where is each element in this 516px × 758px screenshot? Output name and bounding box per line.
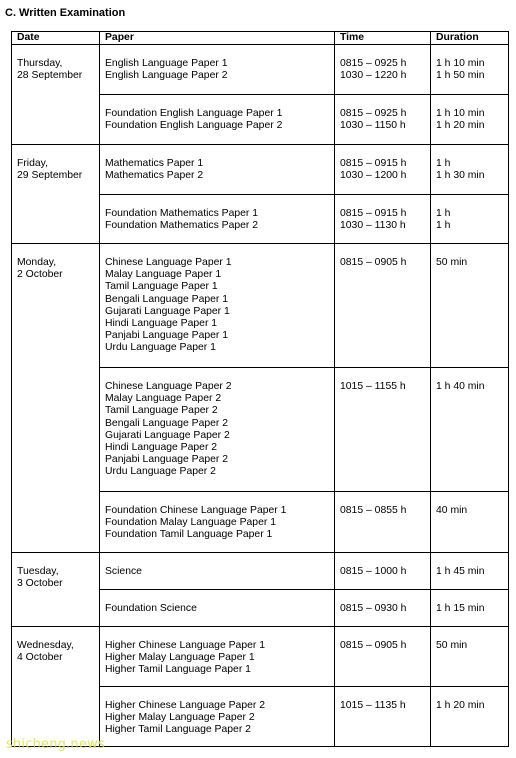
paper-line: Higher Chinese Language Paper 1 bbox=[105, 640, 266, 651]
duration-cell bbox=[431, 627, 509, 687]
time-line: 1030 – 1200 h bbox=[340, 170, 407, 182]
paper-line: Foundation Chinese Language Paper 1 bbox=[105, 505, 287, 516]
duration-line: 1 h 20 min bbox=[436, 700, 485, 711]
date-line: 29 September bbox=[17, 170, 83, 182]
duration-line: 1 h 40 min bbox=[436, 381, 485, 392]
table-row bbox=[12, 553, 509, 590]
paper-line: Tamil Language Paper 2 bbox=[105, 405, 218, 417]
paper-line: Higher Tamil Language Paper 1 bbox=[105, 664, 251, 676]
paper-line: Urdu Language Paper 2 bbox=[105, 466, 216, 478]
paper-cell bbox=[100, 95, 335, 145]
duration-cell bbox=[431, 687, 509, 747]
paper-line: Urdu Language Paper 1 bbox=[105, 342, 216, 354]
duration-line: 1 h bbox=[436, 208, 451, 219]
paper-line: Malay Language Paper 2 bbox=[105, 393, 222, 405]
time-line: 1030 – 1150 h bbox=[340, 120, 406, 132]
duration-line: 1 h 10 min bbox=[436, 108, 485, 119]
duration-line: 1 h bbox=[436, 220, 451, 232]
table-row bbox=[12, 244, 509, 368]
time-line: 1030 – 1130 h bbox=[340, 220, 406, 232]
duration-line: 1 h 10 min bbox=[436, 58, 485, 69]
time-line: 0815 – 0915 h bbox=[340, 158, 407, 169]
paper-line: Higher Malay Language Paper 2 bbox=[105, 712, 255, 724]
duration-line: 1 h 50 min bbox=[436, 70, 485, 82]
duration-line: 50 min bbox=[436, 640, 468, 651]
duration-line: 1 h 15 min bbox=[436, 603, 485, 614]
time-cell bbox=[335, 45, 431, 95]
paper-line: Gujarati Language Paper 2 bbox=[105, 429, 230, 441]
duration-line: 1 h 30 min bbox=[436, 170, 485, 182]
duration-line: 40 min bbox=[436, 505, 468, 516]
paper-line: Foundation Mathematics Paper 2 bbox=[105, 220, 259, 232]
paper-line: Foundation Tamil Language Paper 1 bbox=[105, 529, 273, 541]
paper-line: Higher Chinese Language Paper 2 bbox=[105, 700, 266, 711]
paper-line: Chinese Language Paper 2 bbox=[105, 381, 232, 392]
paper-line: Hindi Language Paper 1 bbox=[105, 318, 218, 330]
date-cell bbox=[12, 627, 100, 747]
paper-line: Bengali Language Paper 2 bbox=[105, 417, 229, 429]
paper-cell bbox=[100, 553, 335, 590]
paper-line: English Language Paper 1 bbox=[105, 58, 228, 69]
header-time: Time bbox=[335, 32, 431, 45]
paper-cell bbox=[100, 244, 335, 368]
paper-cell bbox=[100, 45, 335, 95]
duration-cell bbox=[431, 195, 509, 244]
paper-cell bbox=[100, 195, 335, 244]
date-line: Wednesday, bbox=[17, 640, 74, 651]
paper-line: English Language Paper 2 bbox=[105, 70, 228, 82]
date-cell bbox=[12, 45, 100, 145]
time-line: 0815 – 0905 h bbox=[340, 257, 407, 268]
time-line: 1015 – 1135 h bbox=[340, 700, 406, 711]
time-cell bbox=[335, 195, 431, 244]
paper-line: Science bbox=[105, 566, 142, 577]
date-line: Thursday, bbox=[17, 58, 63, 69]
exam-timetable bbox=[11, 31, 509, 747]
paper-line: Mathematics Paper 2 bbox=[105, 170, 204, 182]
paper-cell bbox=[100, 368, 335, 492]
paper-cell bbox=[100, 492, 335, 553]
time-line: 0815 – 0905 h bbox=[340, 640, 407, 651]
time-line: 0815 – 0915 h bbox=[340, 208, 407, 219]
paper-line: Higher Malay Language Paper 1 bbox=[105, 652, 255, 664]
header-paper: Paper bbox=[100, 32, 335, 45]
paper-cell bbox=[100, 627, 335, 687]
time-cell bbox=[335, 368, 431, 492]
time-cell bbox=[335, 590, 431, 627]
paper-line: Foundation Mathematics Paper 1 bbox=[105, 208, 259, 219]
date-line: 4 October bbox=[17, 652, 63, 664]
paper-line: Foundation English Language Paper 2 bbox=[105, 120, 283, 132]
date-line: 28 September bbox=[17, 70, 83, 82]
paper-line: Foundation Malay Language Paper 1 bbox=[105, 517, 276, 529]
duration-cell bbox=[431, 553, 509, 590]
duration-line: 50 min bbox=[436, 257, 468, 268]
header-row bbox=[12, 32, 509, 45]
paper-cell bbox=[100, 590, 335, 627]
date-cell bbox=[12, 553, 100, 627]
paper-line: Foundation Science bbox=[105, 603, 197, 614]
watermark: shicheng.news bbox=[6, 737, 105, 752]
date-line: Tuesday, bbox=[17, 566, 59, 577]
paper-line: Bengali Language Paper 1 bbox=[105, 293, 229, 305]
table-row bbox=[12, 627, 509, 687]
date-line: Monday, bbox=[17, 257, 57, 268]
paper-line: Tamil Language Paper 1 bbox=[105, 281, 218, 293]
paper-line: Panjabi Language Paper 1 bbox=[105, 330, 229, 342]
paper-line: Panjabi Language Paper 2 bbox=[105, 454, 229, 466]
duration-cell bbox=[431, 45, 509, 95]
date-cell bbox=[12, 145, 100, 244]
time-line: 0815 – 0925 h bbox=[340, 58, 407, 69]
duration-cell bbox=[431, 590, 509, 627]
section-title: C. Written Examination bbox=[5, 7, 126, 19]
duration-cell bbox=[431, 145, 509, 195]
paper-line: Chinese Language Paper 1 bbox=[105, 257, 232, 268]
time-cell bbox=[335, 492, 431, 553]
timetable-body bbox=[12, 45, 509, 747]
duration-line: 1 h bbox=[436, 158, 451, 169]
time-cell bbox=[335, 553, 431, 590]
date-line: 3 October bbox=[17, 578, 63, 590]
duration-line: 1 h 45 min bbox=[436, 566, 485, 577]
paper-line: Mathematics Paper 1 bbox=[105, 158, 204, 169]
paper-line: Gujarati Language Paper 1 bbox=[105, 305, 230, 317]
paper-line: Higher Tamil Language Paper 2 bbox=[105, 724, 251, 736]
time-line: 0815 – 0930 h bbox=[340, 603, 407, 614]
table-row bbox=[12, 145, 509, 195]
date-line: Friday, bbox=[17, 158, 48, 169]
time-line: 1015 – 1155 h bbox=[340, 381, 406, 392]
time-cell bbox=[335, 244, 431, 368]
date-line: 2 October bbox=[17, 269, 63, 281]
duration-cell bbox=[431, 95, 509, 145]
header-duration: Duration bbox=[431, 32, 509, 45]
duration-line: 1 h 20 min bbox=[436, 120, 485, 132]
duration-cell bbox=[431, 492, 509, 553]
paper-line: Foundation English Language Paper 1 bbox=[105, 108, 283, 119]
paper-line: Malay Language Paper 1 bbox=[105, 269, 222, 281]
time-cell bbox=[335, 627, 431, 687]
time-line: 1030 – 1220 h bbox=[340, 70, 407, 82]
time-cell bbox=[335, 95, 431, 145]
time-line: 0815 – 0855 h bbox=[340, 505, 407, 516]
date-cell bbox=[12, 244, 100, 553]
time-line: 0815 – 1000 h bbox=[340, 566, 407, 577]
time-cell bbox=[335, 687, 431, 747]
paper-cell bbox=[100, 687, 335, 747]
duration-cell bbox=[431, 368, 509, 492]
time-line: 0815 – 0925 h bbox=[340, 108, 407, 119]
time-cell bbox=[335, 145, 431, 195]
paper-cell bbox=[100, 145, 335, 195]
table-row bbox=[12, 45, 509, 95]
header-date: Date bbox=[12, 32, 100, 45]
duration-cell bbox=[431, 244, 509, 368]
paper-line: Hindi Language Paper 2 bbox=[105, 442, 218, 454]
